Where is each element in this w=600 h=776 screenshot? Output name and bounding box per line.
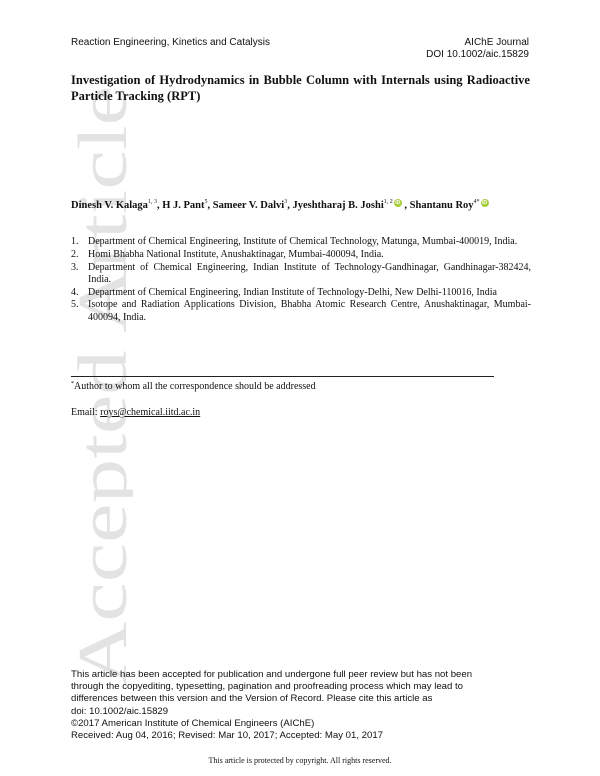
affiliation-item: 4. Department of Chemical Engineering, Indian Institute of Technology-Delhi, New Delhi-110016, India [71,286,497,298]
asterisk-mark: * [71,381,74,387]
affiliation-list [71,236,531,325]
affiliation-item: 3. Department of Chemical Engineering, Indian Institute of Technology-Gandhinagar, Gandhinagar-382424, India. [71,261,531,285]
watermark-text: Accepted Article [65,213,133,686]
author-name: Dinesh V. Kalaga [71,200,148,211]
journal-header [426,37,529,61]
correspondence-note: *Author to whom all the correspondence should be addressed [71,381,316,392]
author-affiliation: 3 [284,199,288,205]
affiliation-item: 2. Homi Bhabha National Institute, Anushaktinagar, Mumbai-400094, India. [71,248,384,260]
email-link[interactable]: roys@chemical.iitd.ac.in [100,407,201,418]
copyright-line: ©2017 American Institute of Chemical Engineers (AIChE) [71,717,315,729]
author-name: Shantanu Roy [409,200,474,211]
orcid-icon[interactable]: iD [482,200,488,206]
notice-doi: doi: 10.1002/aic.15829 [71,705,169,717]
email-line: Email: roys@chemical.iitd.ac.in [71,407,201,418]
copyright-footer: This article is protected by copyright. All rights reserved. [208,756,392,765]
dates-line: Received: Aug 04, 2016; Revised: Mar 10, 2017; Accepted: May 01, 2017 [71,730,383,742]
article-title: Investigation of Hydrodynamics in Bubble Column with Internals using Radioactive Particle Tracking (RPT) [71,73,530,103]
author-list: Dinesh V. Kalaga$^{1, 3}$, H J. Pant$^5$, Sameer V. Dalvi$^3$, Jyeshtharaj B. Joshi$^{1, 2}$ iD , Shantanu Roy$^{4*}$ iD [71,199,488,211]
author-affiliation: 1, 2 [383,199,393,205]
journal-name: AIChE Journal [464,37,529,48]
author-name: Sameer V. Dalvi [212,200,285,211]
affiliation-item: 5. Isotope and Radiation Applications Division, Bhabha Atomic Research Centre, Anushaktinagar, Mumbai-400094, India. [71,299,531,323]
section-header: Reaction Engineering, Kinetics and Catalysis [71,37,270,48]
acceptance-notice: This article has been accepted for publication and undergone full peer review but has not been through the copyediting, typesetting, pagination and proofreading process which may lead to differences between this version and the Version of Record. Please cite this article as doi: 10.1002/aic.15829 ©2017 American Institute of Chemical Engineers (AIChE) Received: Aug 04, 2016; Revised: Mar 10, 2017; Accepted: May 01, 2017 [71,669,531,742]
author-name: H J. Pant [162,200,205,211]
author-name: Jyeshtharaj B. Joshi [292,200,384,211]
orcid-icon[interactable]: iD [395,200,401,206]
author-affiliation: 1, 3 [147,199,157,205]
affiliation-item: 1. Department of Chemical Engineering, Institute of Chemical Technology, Matunga, Mumbai-400019, India. [71,236,518,247]
footnote-divider [71,376,494,377]
author-affiliation: 5 [204,199,208,205]
author-affiliation: 4* [473,199,480,205]
doi-label: DOI 10.1002/aic.15829 [426,49,529,60]
